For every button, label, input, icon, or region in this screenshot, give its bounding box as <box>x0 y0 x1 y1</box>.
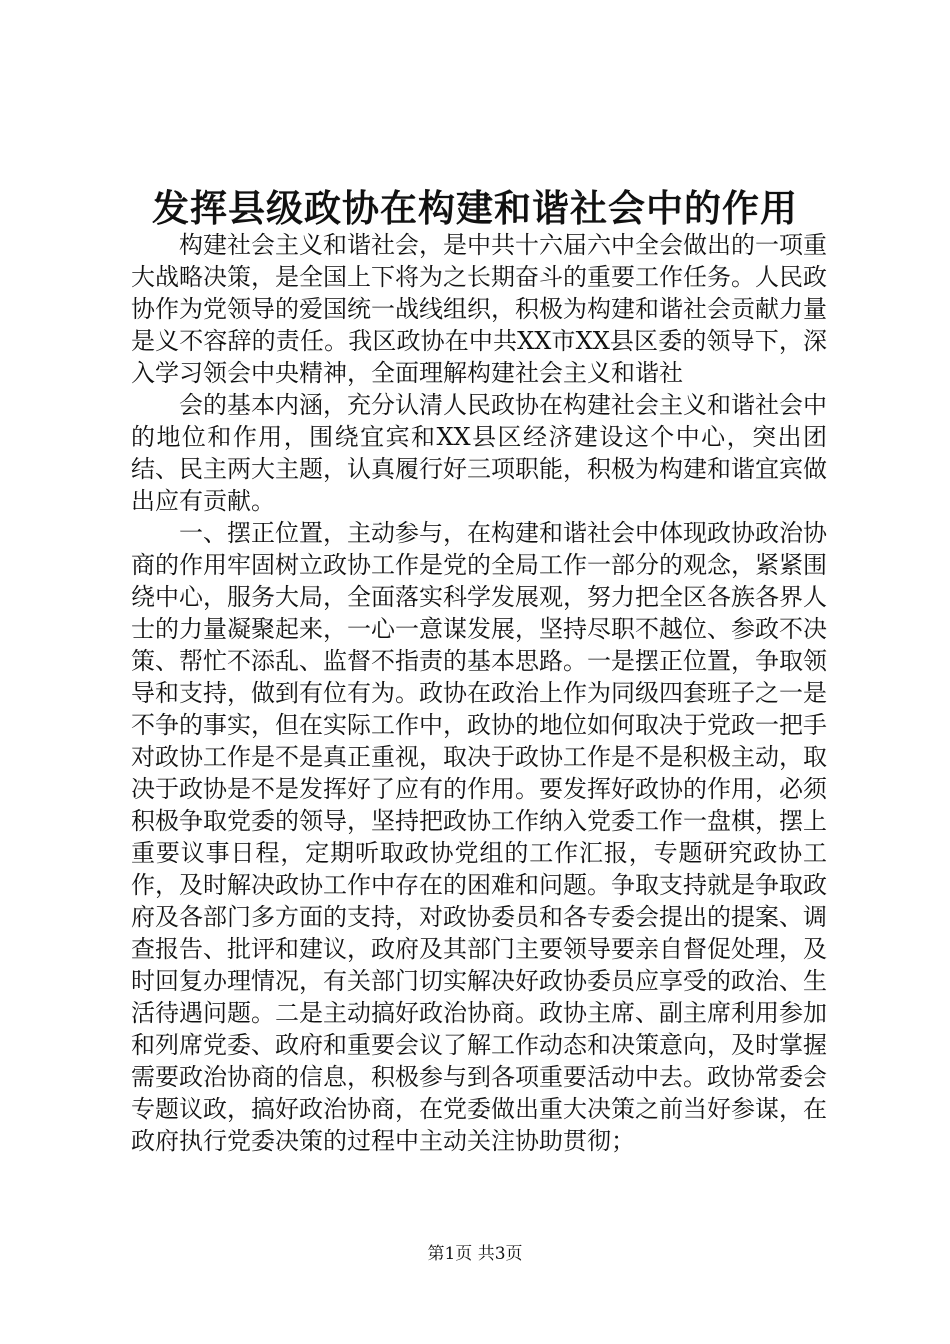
paragraph-connotation: 会的基本内涵，充分认清人民政协在构建社会主义和谐社会中的地位和作用，围绕宜宾和XX县区经济建设这个中心，突出团结、民主两大主题，认真履行好三项职能，积极为构建和谐宜宾做出应有贡献。 <box>131 391 827 515</box>
page-footer: 第1页 共3页 <box>427 1244 523 1264</box>
document-body <box>131 229 827 1157</box>
document-title: 发挥县级政协在构建和谐社会中的作用 <box>152 186 798 230</box>
paragraph-section-one: 一、摆正位置，主动参与，在构建和谐社会中体现政协政治协商的作用牢固树立政协工作是党的全局工作一部分的观念，紧紧围绕中心，服务大局，全面落实科学发展观，努力把全区各族各界人士的力量凝聚起来，一心一意谋发展，坚持尽职不越位、参政不决策、帮忙不添乱、监督不指责的基本思路。一是摆正位置，争取领导和支持，做到有位有为。政协在政治上作为同级四套班子之一是不争的事实，但在实际工作中，政协的地位如何取决于党政一把手对政协工作是不是真正重视，取决于政协工作是不是积极主动，取决于政协是不是发挥好了应有的作用。要发挥好政协的作用，必须积极争取党委的领导，坚持把政协工作纳入党委工作一盘棋，摆上重要议事日程，定期听取政协党组的工作汇报，专题研究政协工作，及时解决政协工作中存在的困难和问题。争取支持就是争取政府及各部门多方面的支持，对政协委员和各专委会提出的提案、调查报告、批评和建议，政府及其部门主要领导要亲自督促处理，及时回复办理情况，有关部门切实解决好政协委员应享受的政治、生活待遇问题。二是主动搞好政治协商。政协主席、副主席利用参加和列席党委、政府和重要会议了解工作动态和决策意向，及时掌握需要政治协商的信息，积极参与到各项重要活动中去。政协常委会专题议政，搞好政治协商，在党委做出重大决策之前当好参谋，在政府执行党委决策的过程中主动关注协助贯彻； <box>131 519 827 1155</box>
paragraph-intro: 构建社会主义和谐社会，是中共十六届六中全会做出的一项重大战略决策，是全国上下将为之长期奋斗的重要工作任务。人民政协作为党领导的爱国统一战线组织，积极为构建和谐社会贡献力量是义不容辞的责任。我区政协在中共XX市XX县区委的领导下，深入学习领会中央精神，全面理解构建社会主义和谐社 <box>131 231 827 387</box>
